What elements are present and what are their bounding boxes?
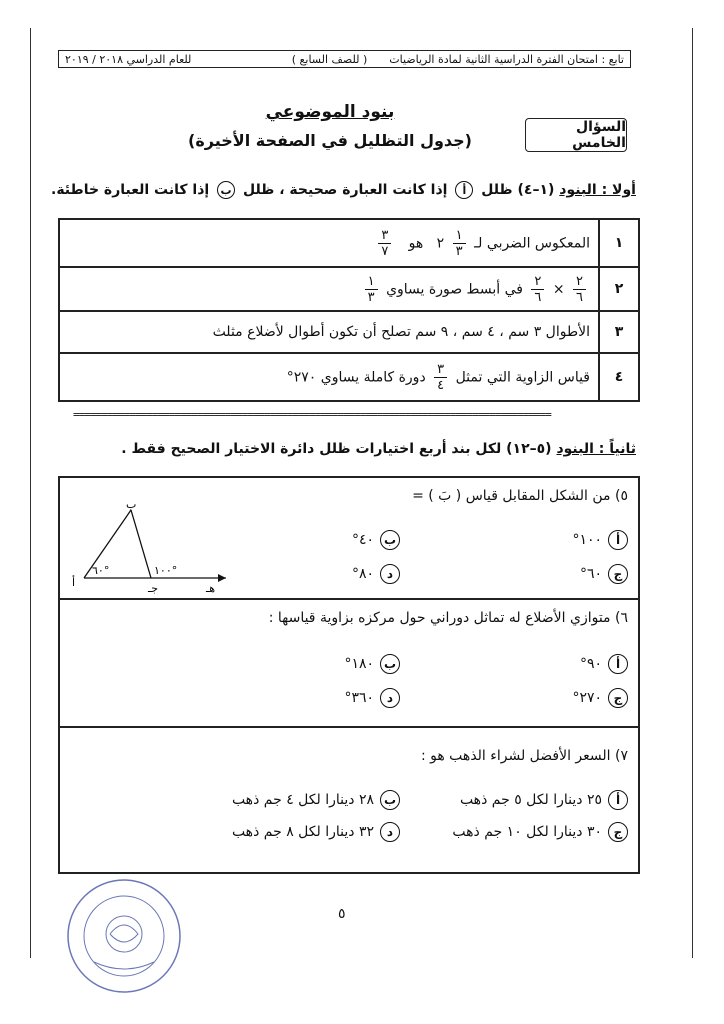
option-b[interactable] xyxy=(232,790,400,810)
question-7 xyxy=(60,728,638,872)
table-row xyxy=(59,353,639,401)
item-number: ٤ xyxy=(599,353,639,401)
option-c[interactable] xyxy=(572,688,628,708)
question-5 xyxy=(60,478,638,600)
option-c[interactable] xyxy=(452,822,628,842)
item-text-a: المعكوس الضربي لـ xyxy=(474,235,590,251)
option-circle: ب xyxy=(380,790,400,810)
fraction xyxy=(573,274,586,305)
angle-ext-label: ١٠٠° xyxy=(154,564,178,577)
header-left-text: للعام الدراسي ٢٠١٨ / ٢٠١٩ xyxy=(65,52,192,66)
denominator: ٣ xyxy=(367,289,375,305)
point-h-label: هـ xyxy=(206,582,216,595)
option-circle: أ xyxy=(608,530,628,550)
option-value: ٢٨ دينارا لكل ٤ جم ذهب xyxy=(231,792,374,808)
page-border-right xyxy=(692,28,693,958)
denominator: ٤ xyxy=(437,377,445,393)
denominator: ٦ xyxy=(534,289,542,305)
false-circle: ب xyxy=(217,181,235,199)
table-row xyxy=(59,219,639,267)
option-value: ٢٧٠° xyxy=(572,690,602,706)
option-circle: ج xyxy=(608,564,628,584)
exam-header xyxy=(58,50,631,68)
table-row xyxy=(59,267,639,311)
numerator: ٣ xyxy=(434,362,447,378)
option-value: ٣٢ دينارا لكل ٨ جم ذهب xyxy=(231,824,374,840)
option-value: ٢٥ دينارا لكل ٥ جم ذهب xyxy=(459,792,602,808)
option-value: ٨٠° xyxy=(351,566,374,582)
part2-heading: ثانياً : البنود xyxy=(556,441,636,457)
section-subtitle: (جدول التظليل في الصفحة الأخيرة) xyxy=(188,131,472,150)
fraction xyxy=(378,228,391,259)
option-circle: أ xyxy=(608,654,628,674)
numerator: ٢ xyxy=(573,274,586,290)
denominator: ٦ xyxy=(576,289,583,305)
item-text-b: هو xyxy=(408,235,424,251)
option-circle: ج xyxy=(608,688,628,708)
part1-instruction-c: إذا كانت العبارة خاطئة. xyxy=(51,182,210,198)
option-circle: د xyxy=(380,822,400,842)
option-circle: د xyxy=(380,688,400,708)
option-value: ٩٠° xyxy=(579,656,602,672)
denominator: ٣ xyxy=(455,243,463,259)
question-6 xyxy=(60,600,638,728)
part1-heading: أولا : البنود xyxy=(559,182,636,198)
section-title: بنود الموضوعي xyxy=(265,102,395,122)
option-circle: ب xyxy=(380,654,400,674)
vertex-b-label: ب xyxy=(126,498,137,511)
item-text xyxy=(59,267,599,311)
header-right-text: تابع : امتحان الفترة الدراسية الثانية لمادة الرياضيات xyxy=(389,52,624,66)
item-number: ٢ xyxy=(599,267,639,311)
option-a[interactable] xyxy=(572,530,628,550)
fraction xyxy=(453,228,466,259)
mcq-box xyxy=(58,476,640,874)
header-middle-text: ( للصف السابع ) xyxy=(291,52,368,66)
operator: × xyxy=(552,281,565,297)
option-c[interactable] xyxy=(580,564,628,584)
option-d[interactable] xyxy=(344,688,400,708)
part1-instruction xyxy=(51,181,636,199)
separator-line: ===================================================================================== xyxy=(73,408,551,421)
option-b[interactable] xyxy=(344,654,400,674)
option-value: ٣٦٠° xyxy=(344,690,374,706)
page-border-left xyxy=(30,28,31,958)
option-d[interactable] xyxy=(352,564,400,584)
option-a[interactable] xyxy=(460,790,628,810)
part2-instruction-text: (٥–١٢) لكل بند أربع اختيارات ظلل دائرة الاختيار الصحيح فقط . xyxy=(121,441,552,457)
page-number: ٥ xyxy=(338,906,346,922)
option-value: ٣٠ دينارا لكل ١٠ جم ذهب xyxy=(452,824,602,840)
whole-number: ٢ xyxy=(436,235,445,251)
numerator: ٢ xyxy=(531,274,544,290)
official-stamp xyxy=(64,876,184,996)
item-text xyxy=(59,353,599,401)
fraction xyxy=(365,274,378,305)
option-value: ١٨٠° xyxy=(344,656,374,672)
fraction xyxy=(531,274,544,305)
part1-instruction-a: (١–٤) ظلل xyxy=(481,182,555,198)
item-text-b: دورة كاملة يساوي ٢٧٠° xyxy=(286,369,426,385)
denominator: ٧ xyxy=(381,243,389,259)
true-circle: أ xyxy=(455,181,473,199)
option-value: ٦٠° xyxy=(579,566,602,582)
question-text: ٦) متوازي الأضلاع له تماثل دوراني حول مركزه بزاوية قياسها : xyxy=(268,610,628,626)
option-circle: د xyxy=(380,564,400,584)
item-number: ١ xyxy=(599,219,639,267)
table-row xyxy=(59,311,639,353)
question-text: ٥) من الشكل المقابل قياس ( بَ ) = xyxy=(412,488,628,504)
question-label-box: السؤال الخامس xyxy=(525,118,627,152)
point-c-label: جـ xyxy=(148,582,159,595)
numerator: ١ xyxy=(365,274,378,290)
vertex-a-label: أ xyxy=(72,576,76,589)
item-text: الأطوال ٣ سم ، ٤ سم ، ٩ سم تصلح أن تكون أطوال لأضلاع مثلث xyxy=(59,311,599,353)
option-d[interactable] xyxy=(232,822,400,842)
triangle-figure xyxy=(66,498,236,598)
item-text-a: قياس الزاوية التي تمثل xyxy=(455,369,590,385)
part2-instruction xyxy=(121,441,636,457)
option-circle: أ xyxy=(608,790,628,810)
option-a[interactable] xyxy=(580,654,628,674)
true-false-table xyxy=(58,218,640,402)
question-text: ٧) السعر الأفضل لشراء الذهب هو : xyxy=(420,748,628,764)
option-value: ٤٠° xyxy=(351,532,374,548)
numerator: ٣ xyxy=(378,228,391,244)
option-b[interactable] xyxy=(352,530,400,550)
fraction xyxy=(434,362,447,393)
item-text-a: في أبسط صورة يساوي xyxy=(386,281,523,297)
item-text xyxy=(59,219,599,267)
option-circle: ب xyxy=(380,530,400,550)
item-number: ٣ xyxy=(599,311,639,353)
angle-a-label: ٦٠° xyxy=(92,564,110,577)
option-value: ١٠٠° xyxy=(572,532,602,548)
numerator: ١ xyxy=(453,228,466,244)
option-circle: ج xyxy=(608,822,628,842)
part1-instruction-b: إذا كانت العبارة صحيحة ، ظلل xyxy=(242,182,448,198)
